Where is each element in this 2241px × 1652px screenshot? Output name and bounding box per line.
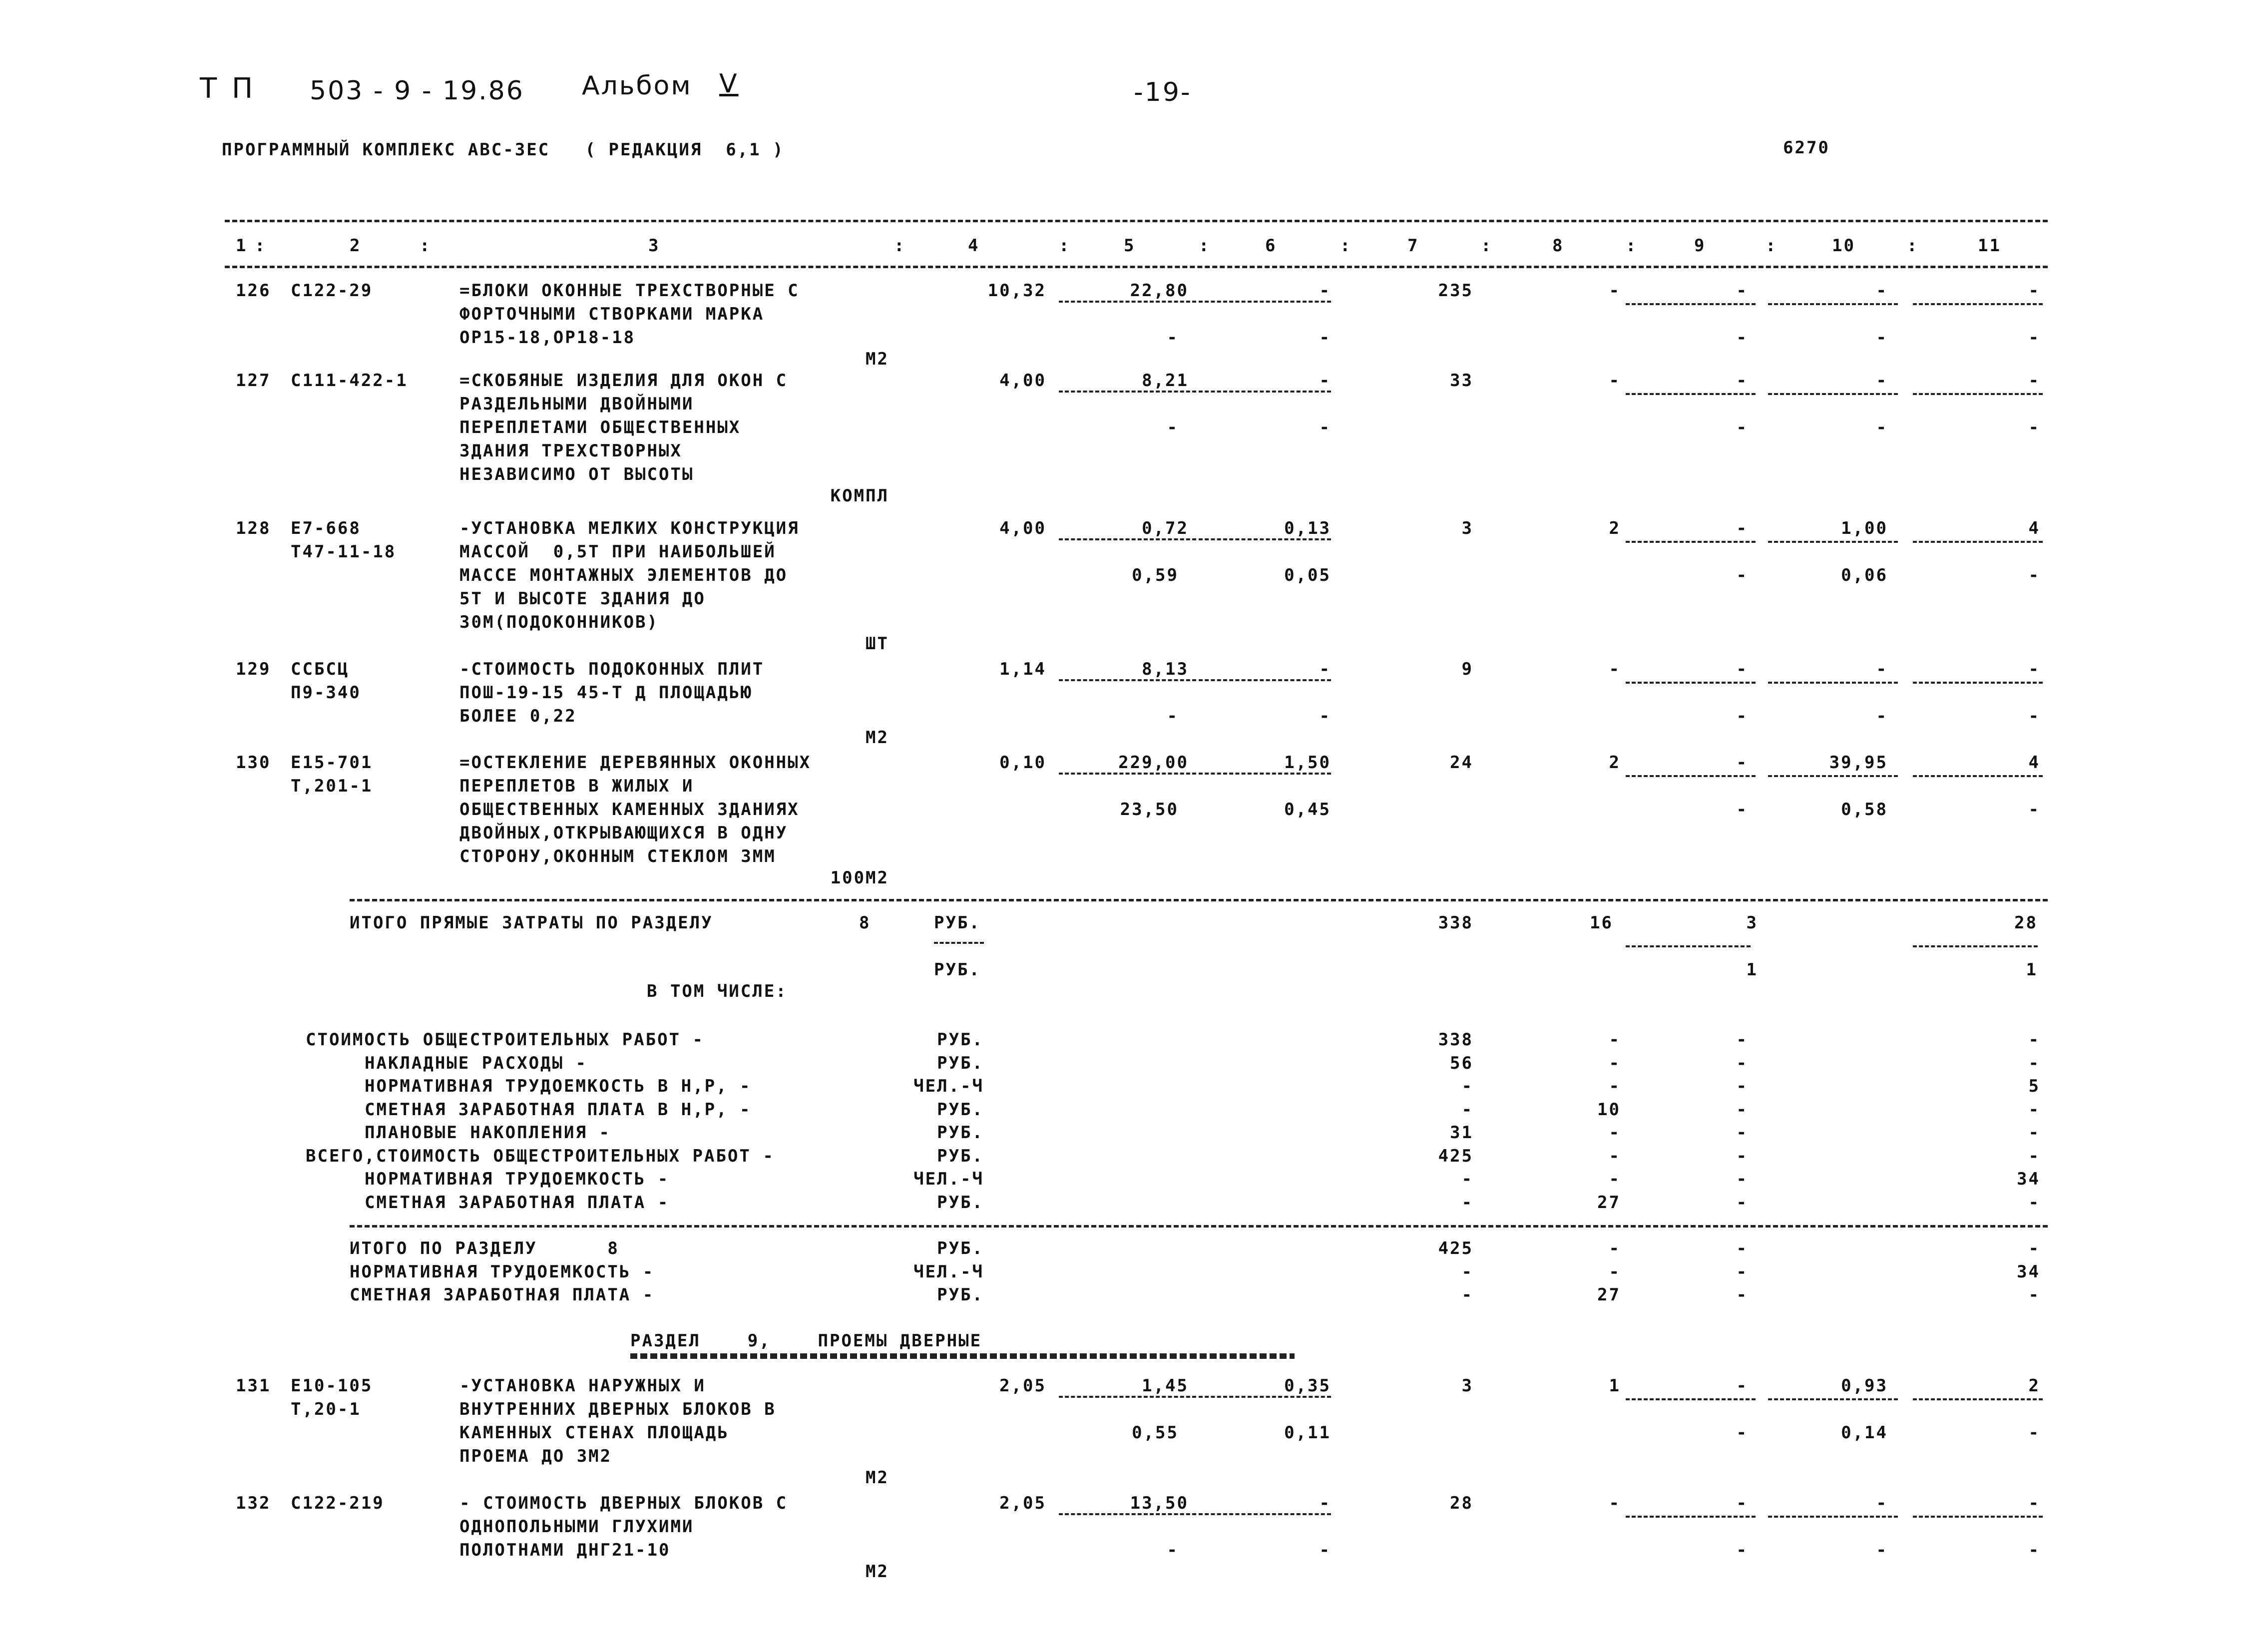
item-unit: М2 (866, 1562, 889, 1582)
item-c7: 235 (1438, 281, 1473, 301)
col-sep: : (1907, 236, 1919, 256)
summary-label: ПЛАНОВЫЕ НАКОПЛЕНИЯ - (365, 1123, 611, 1143)
item-description-line: -УСТАНОВКА НАРУЖНЫХ И (459, 1376, 706, 1396)
direct-costs-2-c9: 1 (1746, 960, 1758, 980)
document-number: 6270 (1783, 138, 1830, 158)
summary-label: ИТОГО ПО РАЗДЕЛУ 8 (350, 1239, 619, 1258)
col-4: 4 (968, 236, 980, 256)
item-c11: - (2028, 281, 2040, 301)
section-total-rule (350, 1225, 2048, 1228)
album-label: Альбом (582, 71, 692, 101)
summary-unit: ЧЕЛ.-Ч (913, 1076, 984, 1096)
item-c7: 24 (1450, 753, 1473, 773)
cell-rule (1768, 1516, 1898, 1518)
item-c9-secondary: - (1736, 1540, 1748, 1560)
item-c10: 39,95 (1829, 753, 1888, 773)
item-c5-secondary: 0,55 (1132, 1423, 1179, 1443)
summary-unit: РУБ. (937, 1239, 984, 1258)
item-description-line: =БЛОКИ ОКОННЫЕ ТРЕХСТВОРНЫЕ С (459, 281, 800, 301)
summary-c8: - (1609, 1123, 1621, 1143)
item-c9-secondary: - (1736, 417, 1748, 437)
cell-rule (1199, 1513, 1331, 1515)
item-c9: - (1736, 1376, 1748, 1396)
section-9-title: РАЗДЕЛ 9, ПРОЕМЫ ДВЕРНЫЕ (630, 1331, 982, 1351)
item-c11-secondary: - (2028, 565, 2040, 585)
item-c5: 0,72 (1142, 518, 1189, 538)
direct-costs-label: ИТОГО ПРЯМЫЕ ЗАТРАТЫ ПО РАЗДЕЛУ (350, 913, 713, 933)
summary-c7: - (1461, 1261, 1473, 1282)
item-quantity: 0,10 (999, 753, 1046, 773)
item-description-line: 5Т И ВЫСОТЕ ЗДАНИЯ ДО (459, 589, 706, 609)
totals-rule-top (350, 899, 2048, 901)
col-sep: : (420, 236, 432, 256)
summary-label: НОРМАТИВНАЯ ТРУДОЕМКОСТЬ - (365, 1169, 670, 1189)
item-number: 129 (236, 659, 271, 679)
summary-c11: - (2028, 1239, 2040, 1258)
summary-c7: 31 (1450, 1123, 1473, 1143)
item-c11: - (2028, 1493, 2040, 1513)
summary-unit: РУБ. (937, 1123, 984, 1143)
item-c10: - (1876, 659, 1888, 679)
item-code: Е7-668 (291, 518, 361, 538)
item-description-line: МАССОЙ 0,5Т ПРИ НАИБОЛЬШЕЙ (459, 542, 776, 562)
cell-rule (1626, 775, 1756, 777)
item-c9: - (1736, 659, 1748, 679)
item-c8: - (1609, 281, 1621, 301)
summary-c11: 34 (2017, 1169, 2040, 1189)
summary-c11: - (2028, 1192, 2040, 1213)
item-description-line: ДВОЙНЫХ,ОТКРЫВАЮЩИХСЯ В ОДНУ (459, 823, 788, 843)
item-c5: 13,50 (1130, 1493, 1189, 1513)
cell-rule (1913, 541, 2043, 543)
item-quantity: 2,05 (999, 1376, 1046, 1396)
summary-c9: - (1736, 1053, 1748, 1073)
cell-rule (1059, 679, 1196, 681)
item-description-line: БОЛЕЕ 0,22 (459, 706, 577, 726)
cell-rule (1913, 393, 2043, 395)
item-c10-secondary: 0,14 (1841, 1423, 1888, 1443)
item-description-line: ПЕРЕПЛЕТАМИ ОБЩЕСТВЕННЫХ (459, 417, 741, 437)
item-description-line: ФОРТОЧНЫМИ СТВОРКАМИ МАРКА (459, 304, 765, 324)
summary-label: НОРМАТИВНАЯ ТРУДОЕМКОСТЬ - (350, 1261, 655, 1282)
item-code-secondary: Т,201-1 (291, 776, 373, 796)
item-c6-secondary: 0,11 (1284, 1423, 1331, 1443)
item-description-line: -УСТАНОВКА МЕЛКИХ КОНСТРУКЦИЯ (459, 518, 800, 538)
cell-rule (1913, 1398, 2043, 1400)
item-c11-secondary: - (2028, 417, 2040, 437)
summary-c11: - (2028, 1146, 2040, 1166)
cell-rule (1199, 1396, 1331, 1398)
cell-rule (1059, 1396, 1196, 1398)
summary-c7: - (1461, 1169, 1473, 1189)
item-c11: 4 (2028, 753, 2040, 773)
item-c5-secondary: - (1167, 1540, 1179, 1560)
cell-rule (1626, 1516, 1756, 1518)
cell-rule (1626, 1398, 1756, 1400)
c11-rule (1913, 945, 2038, 947)
summary-c9: - (1736, 1192, 1748, 1213)
item-c9: - (1736, 371, 1748, 391)
col-sep: : (1059, 236, 1071, 256)
item-c9-secondary: - (1736, 800, 1748, 820)
summary-label: СТОИМОСТЬ ОБЩЕСТРОИТЕЛЬНЫХ РАБОТ - (306, 1030, 704, 1050)
item-c6-secondary: - (1319, 417, 1331, 437)
item-description-line: =СКОБЯНЫЕ ИЗДЕЛИЯ ДЛЯ ОКОН С (459, 371, 788, 391)
item-c7: 3 (1461, 518, 1473, 538)
summary-c7: - (1461, 1192, 1473, 1213)
item-c5-secondary: - (1167, 328, 1179, 348)
col-sep: : (1199, 236, 1211, 256)
item-unit: ШТ (866, 634, 889, 654)
summary-unit: РУБ. (937, 1192, 984, 1213)
item-code: С111-422-1 (291, 371, 408, 391)
summary-c9: - (1736, 1261, 1748, 1282)
item-description-line: 30М(ПОДОКОННИКОВ) (459, 612, 659, 632)
doc-code: 503 - 9 - 19.86 (310, 76, 524, 106)
item-number: 126 (236, 281, 271, 301)
item-c6: 0,13 (1284, 518, 1331, 538)
summary-c9: - (1736, 1099, 1748, 1120)
cell-rule (1768, 682, 1898, 684)
item-c7: 9 (1461, 659, 1473, 679)
col-sep: : (1340, 236, 1352, 256)
item-unit: М2 (866, 728, 889, 748)
cell-rule (1768, 303, 1898, 305)
summary-c11: 5 (2028, 1076, 2040, 1096)
item-c7: 33 (1450, 371, 1473, 391)
item-c5: 8,21 (1142, 371, 1189, 391)
item-c7: 3 (1461, 1376, 1473, 1396)
summary-c7: - (1461, 1285, 1473, 1305)
item-c10: - (1876, 1493, 1888, 1513)
item-c10-secondary: 0,06 (1841, 565, 1888, 585)
summary-c8: - (1609, 1169, 1621, 1189)
item-description-line: ЗДАНИЯ ТРЕХСТВОРНЫХ (459, 441, 682, 461)
cell-rule (1059, 301, 1196, 303)
item-unit: М2 (866, 1468, 889, 1488)
summary-c11: - (2028, 1053, 2040, 1073)
cell-rule (1913, 682, 2043, 684)
item-code: С122-219 (291, 1493, 385, 1513)
item-quantity: 1,14 (999, 659, 1046, 679)
summary-unit: ЧЕЛ.-Ч (913, 1261, 984, 1282)
summary-unit: РУБ. (937, 1099, 984, 1120)
col-3: 3 (648, 236, 660, 256)
summary-c7: 56 (1450, 1053, 1473, 1073)
item-c6-secondary: - (1319, 1540, 1331, 1560)
item-c6: - (1319, 371, 1331, 391)
summary-c7: - (1461, 1076, 1473, 1096)
item-code: С122-29 (291, 281, 373, 301)
direct-costs-2-c11: 1 (2026, 960, 2038, 980)
program-title: ПРОГРАММНЫЙ КОМПЛЕКС АВС-ЗЕС ( РЕДАКЦИЯ 6,1 ) (222, 140, 785, 160)
item-c5: 229,00 (1118, 753, 1189, 773)
cell-rule (1913, 303, 2043, 305)
item-c6: 1,50 (1284, 753, 1331, 773)
cell-rule (1626, 541, 1756, 543)
item-c10: 1,00 (1841, 518, 1888, 538)
item-c6-secondary: - (1319, 328, 1331, 348)
col-sep: : (255, 236, 267, 256)
item-c8: 2 (1609, 753, 1621, 773)
direct-costs-c9: 3 (1746, 913, 1758, 933)
direct-costs-unit: РУБ. (934, 913, 981, 933)
item-c5-secondary: - (1167, 706, 1179, 726)
item-c5-secondary: 23,50 (1120, 800, 1179, 820)
item-number: 128 (236, 518, 271, 538)
col-11: 11 (1978, 236, 2001, 256)
summary-c9: - (1736, 1076, 1748, 1096)
cell-rule (1059, 391, 1196, 393)
summary-c7: 338 (1438, 1030, 1473, 1050)
item-c6: - (1319, 281, 1331, 301)
col-sep: : (1626, 236, 1638, 256)
item-c10: 0,93 (1841, 1376, 1888, 1396)
col-6: 6 (1265, 236, 1277, 256)
item-c8: 1 (1609, 1376, 1621, 1396)
summary-label: СМЕТНАЯ ЗАРАБОТНАЯ ПЛАТА В Н,Р, - (365, 1099, 752, 1120)
summary-c8: - (1609, 1053, 1621, 1073)
cell-rule (1199, 773, 1331, 775)
summary-c11: - (2028, 1030, 2040, 1050)
item-number: 132 (236, 1493, 271, 1513)
cell-rule (1768, 393, 1898, 395)
item-description-line: СТОРОНУ,ОКОННЫМ СТЕКЛОМ 3ММ (459, 846, 776, 866)
cell-rule (1059, 538, 1196, 540)
item-c6: - (1319, 659, 1331, 679)
cell-rule (1199, 679, 1331, 681)
cell-rule (1059, 1513, 1196, 1515)
summary-c11: - (2028, 1123, 2040, 1143)
summary-label: НАКЛАДНЫЕ РАСХОДЫ - (365, 1053, 587, 1073)
summary-c9: - (1736, 1285, 1748, 1305)
item-c9: - (1736, 1493, 1748, 1513)
header-rule-bottom (225, 266, 2048, 268)
item-number: 130 (236, 753, 271, 773)
item-description-line: ОР15-18,ОР18-18 (459, 328, 636, 348)
item-description-line: ОБЩЕСТВЕННЫХ КАМЕННЫХ ЗДАНИЯХ (459, 800, 800, 820)
item-quantity: 4,00 (999, 371, 1046, 391)
item-c5: 1,45 (1142, 1376, 1189, 1396)
item-c7: 28 (1450, 1493, 1473, 1513)
direct-costs-unit-2: РУБ. (934, 960, 981, 980)
cell-rule (1913, 775, 2043, 777)
item-description-line: ПОЛОТНАМИ ДНГ21-10 (459, 1540, 671, 1560)
summary-c8: 27 (1597, 1285, 1621, 1305)
item-description-line: -СТОИМОСТЬ ПОДОКОННЫХ ПЛИТ (459, 659, 765, 679)
cell-rule (1626, 303, 1756, 305)
direct-costs-c8: 16 (1590, 913, 1613, 933)
item-description-line: ПЕРЕПЛЕТОВ В ЖИЛЫХ И (459, 776, 694, 796)
section-9-underline (630, 1353, 1295, 1359)
album-number: V (719, 69, 739, 99)
summary-c8: 10 (1597, 1099, 1621, 1120)
summary-c7: 425 (1438, 1239, 1473, 1258)
col-5: 5 (1124, 236, 1136, 256)
item-c10: - (1876, 371, 1888, 391)
item-description-line: ОДНОПОЛЬНЫМИ ГЛУХИМИ (459, 1517, 694, 1537)
cell-rule (1626, 682, 1756, 684)
summary-c8: - (1609, 1239, 1621, 1258)
item-c10-secondary: - (1876, 328, 1888, 348)
summary-label: СМЕТНАЯ ЗАРАБОТНАЯ ПЛАТА - (350, 1285, 655, 1305)
direct-costs-c11: 28 (2014, 913, 2038, 933)
summary-label: СМЕТНАЯ ЗАРАБОТНАЯ ПЛАТА - (365, 1192, 670, 1213)
col-8: 8 (1552, 236, 1564, 256)
cell-rule (1199, 301, 1331, 303)
cell-rule (1059, 773, 1196, 775)
col-sep: : (894, 236, 906, 256)
item-description-line: КАМЕННЫХ СТЕНАХ ПЛОЩАДЬ (459, 1423, 729, 1443)
item-c11-secondary: - (2028, 706, 2040, 726)
item-c9-secondary: - (1736, 328, 1748, 348)
summary-unit: РУБ. (937, 1285, 984, 1305)
summary-unit: РУБ. (937, 1030, 984, 1050)
item-c10: - (1876, 281, 1888, 301)
item-c10-secondary: - (1876, 417, 1888, 437)
item-description-line: =ОСТЕКЛЕНИЕ ДЕРЕВЯННЫХ ОКОННЫХ (459, 753, 812, 773)
item-number: 131 (236, 1376, 271, 1396)
summary-c9: - (1736, 1146, 1748, 1166)
item-c10-secondary: 0,58 (1841, 800, 1888, 820)
item-description-line: ПРОЕМА ДО 3М2 (459, 1446, 612, 1466)
summary-c9: - (1736, 1239, 1748, 1258)
summary-c7: 425 (1438, 1146, 1473, 1166)
including-label: В ТОМ ЧИСЛЕ: (647, 981, 788, 1001)
summary-c9: - (1736, 1123, 1748, 1143)
item-c11: - (2028, 371, 2040, 391)
item-description-line: ВНУТРЕННИХ ДВЕРНЫХ БЛОКОВ В (459, 1399, 776, 1419)
item-code: ССБСЦ (291, 659, 350, 679)
item-c11-secondary: - (2028, 1540, 2040, 1560)
unit-underline (934, 942, 984, 944)
cell-rule (1913, 1516, 2043, 1518)
item-unit: М2 (866, 349, 889, 369)
doc-prefix: Т П (200, 72, 256, 105)
item-c6: - (1319, 1493, 1331, 1513)
item-code-secondary: П9-340 (291, 683, 361, 703)
summary-c8: - (1609, 1146, 1621, 1166)
item-c11-secondary: - (2028, 328, 2040, 348)
summary-unit: ЧЕЛ.-Ч (913, 1169, 984, 1189)
item-c11: - (2028, 659, 2040, 679)
cell-rule (1768, 775, 1898, 777)
summary-unit: РУБ. (937, 1053, 984, 1073)
col-2: 2 (350, 236, 362, 256)
item-c9: - (1736, 753, 1748, 773)
item-c5: 8,13 (1142, 659, 1189, 679)
cell-rule (1768, 541, 1898, 543)
item-number: 127 (236, 371, 271, 391)
item-c8: 2 (1609, 518, 1621, 538)
direct-costs-section: 8 (859, 913, 871, 933)
summary-c8: - (1609, 1076, 1621, 1096)
item-c10-secondary: - (1876, 706, 1888, 726)
cell-rule (1626, 393, 1756, 395)
item-description-line: - СТОИМОСТЬ ДВЕРНЫХ БЛОКОВ С (459, 1493, 788, 1513)
col-7: 7 (1407, 236, 1419, 256)
col-sep: : (1481, 236, 1493, 256)
item-c5: 22,80 (1130, 281, 1189, 301)
item-quantity: 4,00 (999, 518, 1046, 538)
col-1: 1 (236, 236, 248, 256)
direct-costs-c7: 338 (1438, 913, 1473, 933)
item-c9-secondary: - (1736, 1423, 1748, 1443)
summary-label: ВСЕГО,СТОИМОСТЬ ОБЩЕСТРОИТЕЛЬНЫХ РАБОТ - (306, 1146, 775, 1166)
col-9: 9 (1694, 236, 1706, 256)
item-code: Е15-701 (291, 753, 373, 773)
item-c8: - (1609, 659, 1621, 679)
summary-label: НОРМАТИВНАЯ ТРУДОЕМКОСТЬ В Н,Р, - (365, 1076, 752, 1096)
summary-c11: 34 (2017, 1261, 2040, 1282)
summary-c8: - (1609, 1030, 1621, 1050)
item-c9-secondary: - (1736, 706, 1748, 726)
summary-c11: - (2028, 1285, 2040, 1305)
item-description-line: ПОШ-19-15 45-Т Д ПЛОЩАДЬЮ (459, 683, 753, 703)
item-description-line: НЕЗАВИСИМО ОТ ВЫСОТЫ (459, 464, 694, 484)
summary-c8: 27 (1597, 1192, 1621, 1213)
item-c9: - (1736, 281, 1748, 301)
summary-c7: - (1461, 1099, 1473, 1120)
item-description-line: РАЗДЕЛЬНЫМИ ДВОЙНЫМИ (459, 394, 694, 414)
item-c9-secondary: - (1736, 565, 1748, 585)
item-c11: 2 (2028, 1376, 2040, 1396)
cell-rule (1768, 1398, 1898, 1400)
item-unit: 100М2 (830, 868, 889, 888)
col-sep: : (1766, 236, 1778, 256)
cell-rule (1199, 538, 1331, 540)
col-10: 10 (1832, 236, 1855, 256)
item-c9: - (1736, 518, 1748, 538)
item-c8: - (1609, 1493, 1621, 1513)
page-number: -19- (1134, 77, 1192, 107)
item-unit: КОМПЛ (830, 486, 889, 506)
item-quantity: 2,05 (999, 1493, 1046, 1513)
summary-c9: - (1736, 1030, 1748, 1050)
item-c5-secondary: - (1167, 417, 1179, 437)
item-code: Е10-105 (291, 1376, 373, 1396)
summary-c9: - (1736, 1169, 1748, 1189)
header-rule-top (225, 220, 2048, 222)
item-c8: - (1609, 371, 1621, 391)
summary-c11: - (2028, 1099, 2040, 1120)
item-c6-secondary: 0,05 (1284, 565, 1331, 585)
item-c5-secondary: 0,59 (1132, 565, 1179, 585)
item-c6: 0,35 (1284, 1376, 1331, 1396)
item-c11-secondary: - (2028, 1423, 2040, 1443)
item-c6-secondary: 0,45 (1284, 800, 1331, 820)
item-quantity: 10,32 (987, 281, 1046, 301)
item-c11: 4 (2028, 518, 2040, 538)
summary-unit: РУБ. (937, 1146, 984, 1166)
item-c10-secondary: - (1876, 1540, 1888, 1560)
item-description-line: МАССЕ МОНТАЖНЫХ ЭЛЕМЕНТОВ ДО (459, 565, 788, 585)
cell-rule (1199, 391, 1331, 393)
item-c6-secondary: - (1319, 706, 1331, 726)
item-code-secondary: Т,20-1 (291, 1399, 361, 1419)
item-c11-secondary: - (2028, 800, 2040, 820)
item-code-secondary: Т47-11-18 (291, 542, 397, 562)
c9-rule (1626, 945, 1751, 947)
summary-c8: - (1609, 1261, 1621, 1282)
